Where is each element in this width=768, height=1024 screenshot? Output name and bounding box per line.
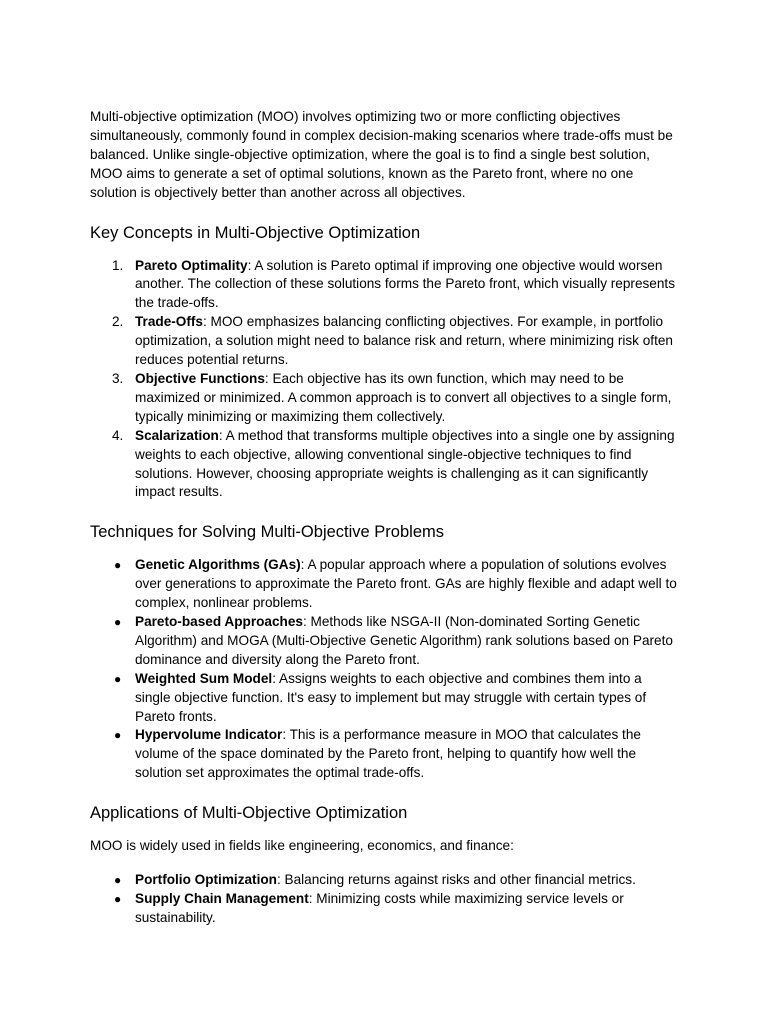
bullet-icon: ● (114, 873, 122, 888)
term-description: : A popular approach where a population of solutions evolves over generations to approximate the Pareto front. GAs are highly flexible and adapt well to complex, nonlinear problems. (135, 557, 677, 611)
term-description: : MOO emphasizes balancing conflicting objectives. For example, in portfolio optimization, a solution might need to balance risk and return, where minimizing risk often reduces potential returns. (135, 314, 673, 368)
intro-paragraph: Multi-objective optimization (MOO) involves optimizing two or more conflicting objectives simultaneously, commonly found in complex decision-making scenarios where trade-offs must be balanced. Unlike single-objective optimization, where the goal is to find a single best solution, MOO aims to generate a set of optimal solutions, known as the Pareto front, where no one solution is objectively better than another across all objectives. (90, 109, 673, 200)
applications-intro: MOO is widely used in fields like engineering, economics, and finance: (90, 838, 514, 854)
term-description: : Minimizing costs while maximizing service levels or sustainability. (135, 891, 624, 925)
term-description: : Methods like NSGA-II (Non-dominated Sorting Genetic Algorithm) and MOGA (Multi-Objective Genetic Algorithm) rank solutions based on Pareto dominance and diversity along the Pareto front. (135, 614, 673, 667)
bullet-icon: ● (114, 615, 122, 630)
term-description: : Balancing returns against risks and other financial metrics. (276, 872, 636, 888)
term-label: Pareto Optimality (135, 257, 248, 273)
term-label: Pareto-based Approaches (135, 614, 303, 630)
term-label: Trade-Offs (135, 314, 203, 330)
bullet-icon: ● (114, 671, 122, 686)
list-number: 2. (112, 314, 124, 330)
section-heading-key-concepts: Key Concepts in Multi-Objective Optimization (90, 223, 421, 242)
term-label: Scalarization (135, 427, 219, 443)
term-label: Genetic Algorithms (GAs) (135, 557, 301, 573)
techniques-list (90, 556, 680, 783)
term-description: : Assigns weights to each objective and combines them into a single objective function. It's easy to implement but may struggle with certain types of Pareto fronts. (135, 670, 647, 724)
applications-list (90, 871, 680, 928)
list-item (90, 427, 680, 503)
list-item (90, 726, 680, 783)
list-item (90, 257, 680, 314)
bullet-icon: ● (114, 728, 122, 743)
list-item (90, 613, 680, 670)
list-item (90, 313, 680, 370)
term-description: : A solution is Pareto optimal if improving one objective would worsen another. The collection of these solutions forms the Pareto front, which visually represents the trade-offs. (135, 257, 676, 311)
term-label: Supply Chain Management (135, 891, 309, 906)
term-label: Hypervolume Indicator (135, 727, 283, 743)
list-number: 1. (112, 257, 124, 273)
term-description: : This is a performance measure in MOO that calculates the volume of the space dominated by the Pareto front, helping to quantify how well the solution set approximates the optimal trade-offs. (135, 727, 641, 781)
section-heading-techniques: Techniques for Solving Multi-Objective Problems (90, 523, 444, 542)
term-label: Portfolio Optimization (135, 872, 277, 888)
term-description: : A method that transforms multiple objectives into a single one by assigning weights to each objective, allowing conventional single-objective techniques to find solutions. However, choosing appropriate weights is challenging as it can significantly impact results. (135, 427, 675, 500)
list-item (90, 890, 680, 928)
list-number: 4. (112, 427, 124, 443)
bullet-icon: ● (114, 558, 122, 573)
term-label: Weighted Sum Model (135, 670, 273, 686)
section-heading-applications: Applications of Multi-Objective Optimization (90, 804, 408, 823)
list-item (90, 370, 680, 427)
list-item (90, 871, 680, 890)
list-item (90, 670, 680, 727)
key-concepts-list (90, 257, 680, 503)
bullet-icon: ● (114, 892, 122, 906)
list-item (90, 556, 680, 613)
term-label: Objective Functions (135, 370, 265, 386)
list-number: 3. (112, 370, 124, 386)
term-description: : Each objective has its own function, which may need to be maximized or minimized. A common approach is to convert all objectives to a single form, typically minimizing or maximizing them collectively. (135, 370, 672, 424)
